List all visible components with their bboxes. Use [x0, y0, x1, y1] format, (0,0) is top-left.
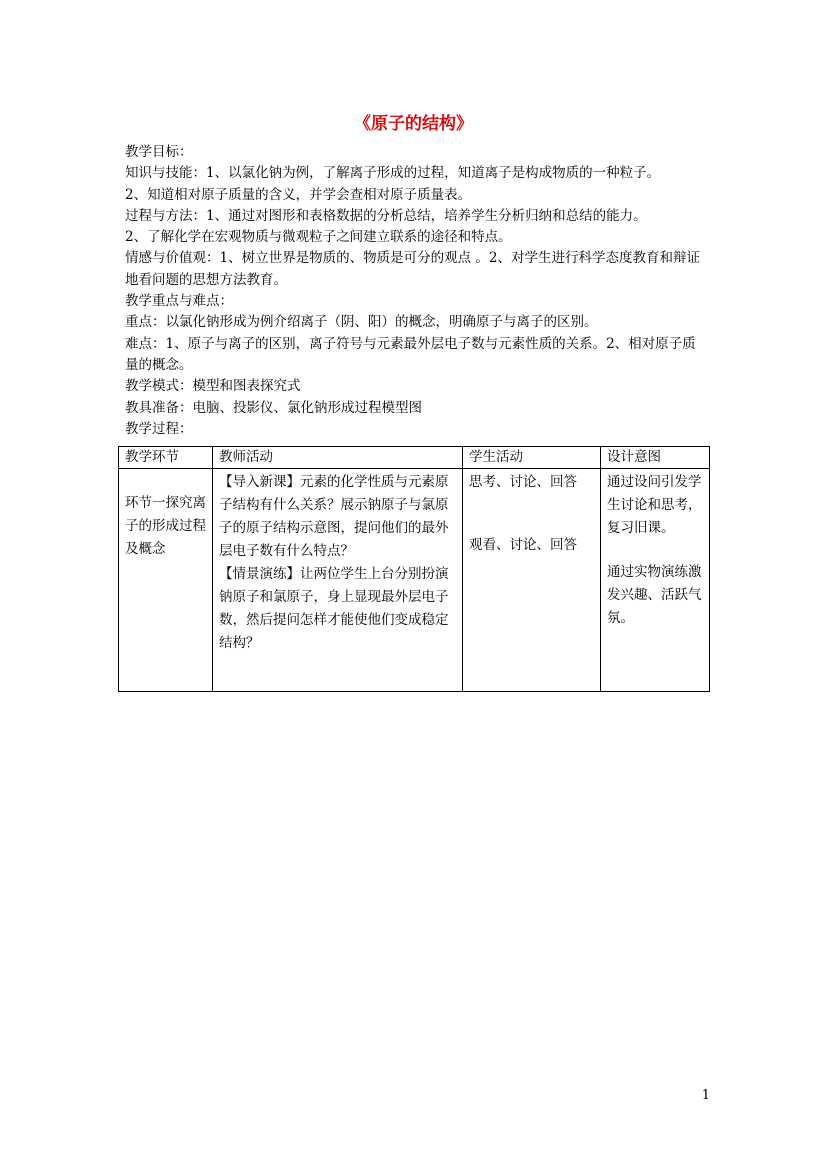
- header-teacher-activity: 教师活动: [213, 447, 463, 469]
- design-intent-2: 通过实物演练激发兴趣、活跃气氛。: [607, 564, 702, 626]
- knowledge-skill-2: 2、知道相对原子质量的含义，并学会查相对原子质量表。: [125, 186, 472, 203]
- student-activity-2: 观看、讨论、回答: [469, 537, 577, 553]
- table-row: [119, 469, 710, 692]
- header-design-intent: 设计意图: [601, 447, 710, 469]
- student-activity-1: 思考、讨论、回答: [469, 474, 577, 490]
- teacher-activity-role-play: 【情景演练】让两位学生上台分别扮演钠原子和氯原子，身上显现最外层电子数，然后提问怎样才能使他们变成稳定结构？: [219, 566, 449, 651]
- key-points-heading: 教学重点与难点：: [125, 293, 233, 310]
- teacher-activity-intro: 【导入新课】元素的化学性质与元素原子结构有什么关系？展示钠原子与氯原子的原子结构示意图，提问他们的最外层电子数有什么特点？: [219, 474, 449, 559]
- objectives-heading: 教学目标：: [125, 144, 193, 160]
- teaching-process-table: [118, 446, 710, 692]
- teaching-mode: 教学模式：模型和图表探究式: [125, 378, 301, 395]
- knowledge-skill-1: 知识与技能：1、以氯化钠为例，了解离子形成的过程，知道离子是构成物质的一种粒子。: [125, 165, 661, 182]
- design-intent-1: 通过设问引发学生讨论和思考，复习旧课。: [607, 474, 702, 536]
- document-title: 《原子的结构》: [354, 114, 473, 134]
- difficulty-point: 难点：1、原子与离子的区别，离子符号与元素最外层电子数与元素性质的关系。2、相对原子质量的概念。: [125, 335, 696, 373]
- teaching-tools: 教具准备：电脑、投影仪、氯化钠形成过程模型图: [125, 399, 422, 416]
- table-header-row: [119, 447, 710, 469]
- teacher-activity-cell: [213, 469, 463, 692]
- process-heading: 教学过程：: [125, 420, 193, 437]
- emotion-values: 情感与价值观：1、树立世界是物质的、物质是可分的观点 。2、对学生进行科学态度教育和辩证地看问题的思想方法教育。: [125, 250, 700, 288]
- header-stage: 教学环节: [119, 447, 213, 469]
- header-student-activity: 学生活动: [463, 447, 601, 469]
- design-intent-cell: [601, 469, 710, 692]
- key-point: 重点：以氯化钠形成为例介绍离子（阴、阳）的概念，明确原子与离子的区别。: [125, 314, 598, 331]
- document-body: [125, 142, 705, 440]
- page-number: 1: [701, 1088, 710, 1103]
- process-method-2: 2、了解化学在宏观物质与微观粒子之间建立联系的途径和特点。: [125, 229, 512, 246]
- process-method-1: 过程与方法：1、通过对图形和表格数据的分析总结，培养学生分析归纳和总结的能力。: [125, 207, 647, 224]
- student-activity-cell: [463, 469, 601, 692]
- stage-text: 环节一探究离子的形成过程及概念: [125, 495, 206, 557]
- stage-cell: [119, 469, 213, 692]
